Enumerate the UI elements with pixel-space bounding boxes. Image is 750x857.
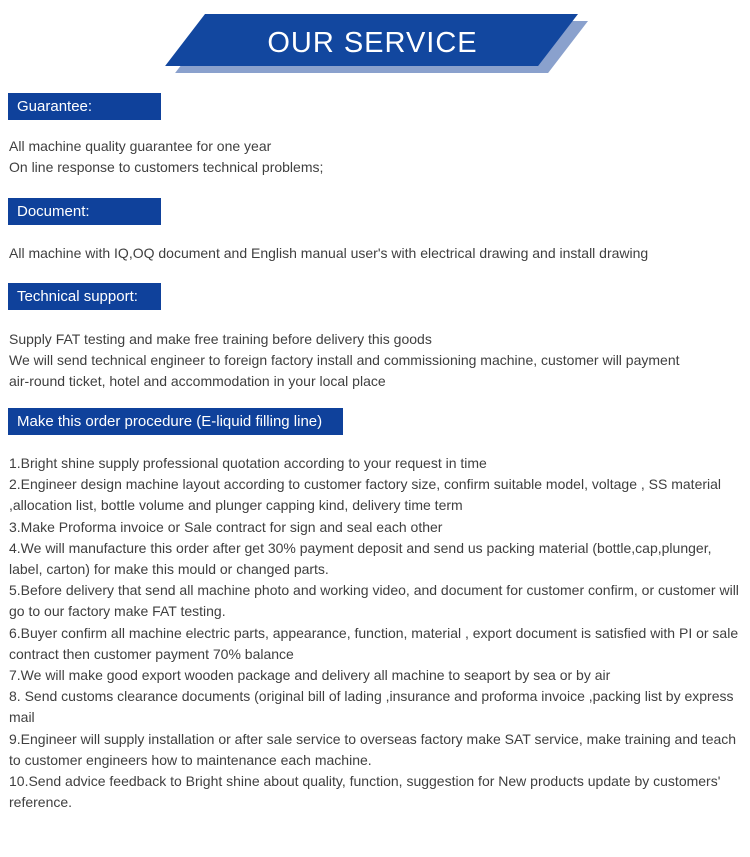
text-line: 6.Buyer confirm all machine electric parts, appearance, function, material , export document is satisfied with PI or sale xyxy=(9,624,739,641)
text-line: All machine with IQ,OQ document and English manual user's with electrical drawing and install drawing xyxy=(9,245,649,261)
text-line: 9.Engineer will supply installation or after sale service to overseas factory make SAT service, make training and teach xyxy=(9,730,737,747)
order-procedure-text xyxy=(9,453,739,813)
section-heading-technical-support: Technical support: xyxy=(8,283,161,310)
text-line: contract then customer payment 70% balance xyxy=(9,645,294,662)
text-line: On line response to customers technical problems; xyxy=(9,159,324,176)
text-line: 7.We will make good export wooden package and delivery all machine to seaport by sea or by air xyxy=(9,667,611,684)
text-line: 10.Send advice feedback to Bright shine about quality, function, suggestion for New products update by customers' xyxy=(9,773,721,790)
text-line: Supply FAT testing and make free training before delivery this goods xyxy=(9,331,432,347)
text-line: We will send technical engineer to foreign factory install and commissioning machine, customer will payment xyxy=(9,352,680,369)
text-line: to customer engineers how to maintenance each machine. xyxy=(9,751,372,768)
page-title: OUR SERVICE xyxy=(267,27,478,59)
text-line: ,allocation list, bottle volume and plunger capping kind, delivery time term xyxy=(9,497,463,514)
section-heading-order-procedure: Make this order procedure (E-liquid filling line) xyxy=(8,408,343,435)
section-heading-document: Document: xyxy=(8,198,161,225)
guarantee-text xyxy=(9,136,323,178)
text-line: 5.Before delivery that send all machine photo and working video, and document for customer confirm, or customer will xyxy=(9,582,739,599)
document-text xyxy=(9,243,648,264)
text-line: reference. xyxy=(9,794,73,811)
text-line: air-round ticket, hotel and accommodation in your local place xyxy=(9,373,386,390)
text-line: label, carton) for make this mould or changed parts. xyxy=(9,561,329,578)
text-line: 4.We will manufacture this order after get 30% payment deposit and send us packing material (bottle,cap,plunger, xyxy=(9,539,712,556)
text-line: All machine quality guarantee for one year xyxy=(9,138,272,154)
text-line: 8. Send customs clearance documents (original bill of lading ,insurance and proforma invoice ,packing list by express xyxy=(9,688,734,705)
text-line: go to our factory make FAT testing. xyxy=(9,603,226,620)
text-line: mail xyxy=(9,709,35,726)
text-line: 3.Make Proforma invoice or Sale contract for sign and seal each other xyxy=(9,518,443,535)
text-line: 2.Engineer design machine layout according to customer factory size, confirm suitable model, voltage , SS material xyxy=(9,476,722,493)
text-line: 1.Bright shine supply professional quotation according to your request in time xyxy=(9,455,487,471)
technical-support-text xyxy=(9,329,680,393)
section-heading-guarantee: Guarantee: xyxy=(8,93,161,120)
